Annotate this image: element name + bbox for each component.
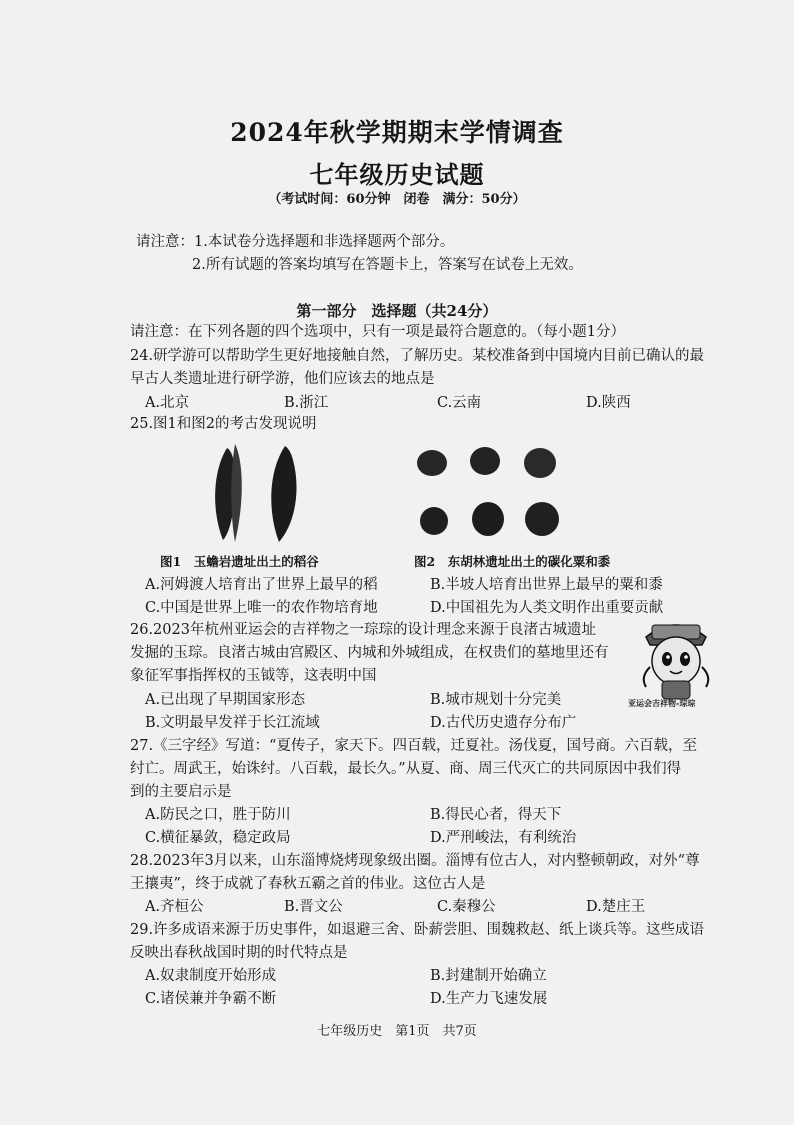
part1-instruction: 请注意：在下列各题的四个选项中，只有一项是最符合题意的。（每小题1分）: [130, 324, 625, 340]
q25-option-c: C.中国是世界上唯一的农作物培育地: [145, 600, 378, 616]
q24-option-a: A.北京: [145, 395, 190, 411]
q26-option-b: B.城市规划十分完美: [430, 692, 562, 708]
q28-option-d: D.楚庄王: [586, 899, 646, 915]
q27-stem-line3: 到的主要启示是: [130, 784, 232, 800]
q25-option-b: B.半坡人培育出世界上最早的粟和黍: [430, 577, 663, 593]
q26-stem-line1: 26.2023年杭州亚运会的吉祥物之一琮琮的设计理念来源于良渚古城遗址: [130, 622, 596, 638]
q24-stem-line2: 早古人类遗址进行研学游，他们应该去的地点是: [130, 371, 435, 387]
exam-info: （考试时间：60分钟 闭卷 满分：50分）: [268, 192, 526, 207]
q25-option-d: D.中国祖先为人类文明作出重要贡献: [430, 600, 664, 616]
fig1-caption: 图1 玉蟾岩遗址出土的稻谷: [160, 554, 319, 569]
q28-option-b: B.晋文公: [284, 899, 343, 915]
q26-option-a: A.已出现了早期国家形态: [145, 692, 306, 708]
q28-option-a: A.齐桓公: [145, 899, 204, 915]
q29-option-a: A.奴隶制度开始形成: [145, 968, 277, 984]
q28-stem-line1: 28.2023年3月以来，山东淄博烧烤现象级出圈。淄博有位古人，对内整顿朝政，对外“尊: [130, 853, 700, 869]
q27-option-d: D.严刑峻法，有利统治: [430, 830, 577, 846]
notice-line-2: 2.所有试题的答案均填写在答题卡上，答案写在试卷上无效。: [192, 257, 583, 273]
millet-grains-image: [410, 445, 570, 545]
q29-stem-line1: 29.许多成语来源于历史事件，如退避三舍、卧薪尝胆、围魏救赵、纸上谈兵等。这些成语: [130, 922, 705, 938]
exam-title: 2024年秋学期期末学情调查: [230, 118, 564, 147]
notice-line-1: 请注意：1.本试卷分选择题和非选择题两个部分。: [136, 234, 455, 250]
part1-heading: 第一部分 选择题（共24分）: [296, 302, 498, 320]
page-footer: 七年级历史 第1页 共7页: [317, 1024, 477, 1039]
q24-option-d: D.陕西: [586, 395, 631, 411]
rice-grains-image: [205, 440, 315, 550]
q27-option-a: A.防民之口，胜于防川: [145, 807, 291, 823]
q26-stem-line3: 象征军事指挥权的玉钺等，这表明中国: [130, 668, 377, 684]
q24-option-c: C.云南: [437, 395, 482, 411]
q27-stem-line2: 纣亡。周武王，始诛纣。八百载，最长久。”从夏、商、周三代灭亡的共同原因中我们得: [130, 761, 682, 777]
fig2-caption: 图2 东胡林遗址出土的碳化粟和黍: [414, 554, 611, 569]
exam-subtitle: 七年级历史试题: [309, 160, 485, 189]
q29-option-d: D.生产力飞速发展: [430, 991, 548, 1007]
q29-stem-line2: 反映出春秋战国时期的时代特点是: [130, 945, 348, 961]
q28-stem-line2: 王攘夷”，终于成就了春秋五霸之首的伟业。这位古人是: [130, 876, 486, 892]
q29-option-c: C.诸侯兼并争霸不断: [145, 991, 277, 1007]
q24-stem-line1: 24.研学游可以帮助学生更好地接触自然，了解历史。某校准备到中国境内目前已确认的最: [130, 348, 705, 364]
q27-option-b: B.得民心者，得天下: [430, 807, 562, 823]
q26-option-c: B.文明最早发祥于长江流域: [145, 715, 320, 731]
q25-option-a: A.河姆渡人培育出了世界上最早的稻: [145, 577, 378, 593]
q26-option-d: D.古代历史遗存分布广: [430, 715, 577, 731]
congcong-mascot-image: [636, 615, 716, 705]
q28-option-c: C.秦穆公: [437, 899, 496, 915]
q24-option-b: B.浙江: [284, 395, 329, 411]
mascot-caption: 亚运会吉祥物-琮琮: [628, 698, 696, 708]
q27-stem-line1: 27.《三字经》写道：“夏传子，家天下。四百载，迁夏社。汤伐夏，国号商。六百载，至: [130, 738, 697, 754]
q25-stem: 25.图1和图2的考古发现说明: [130, 416, 317, 432]
q27-option-c: C.横征暴敛，稳定政局: [145, 830, 291, 846]
q26-stem-line2: 发掘的玉琮。良渚古城由宫殿区、内城和外城组成，在权贵们的墓地里还有: [130, 645, 609, 661]
q29-option-b: B.封建制开始确立: [430, 968, 547, 984]
